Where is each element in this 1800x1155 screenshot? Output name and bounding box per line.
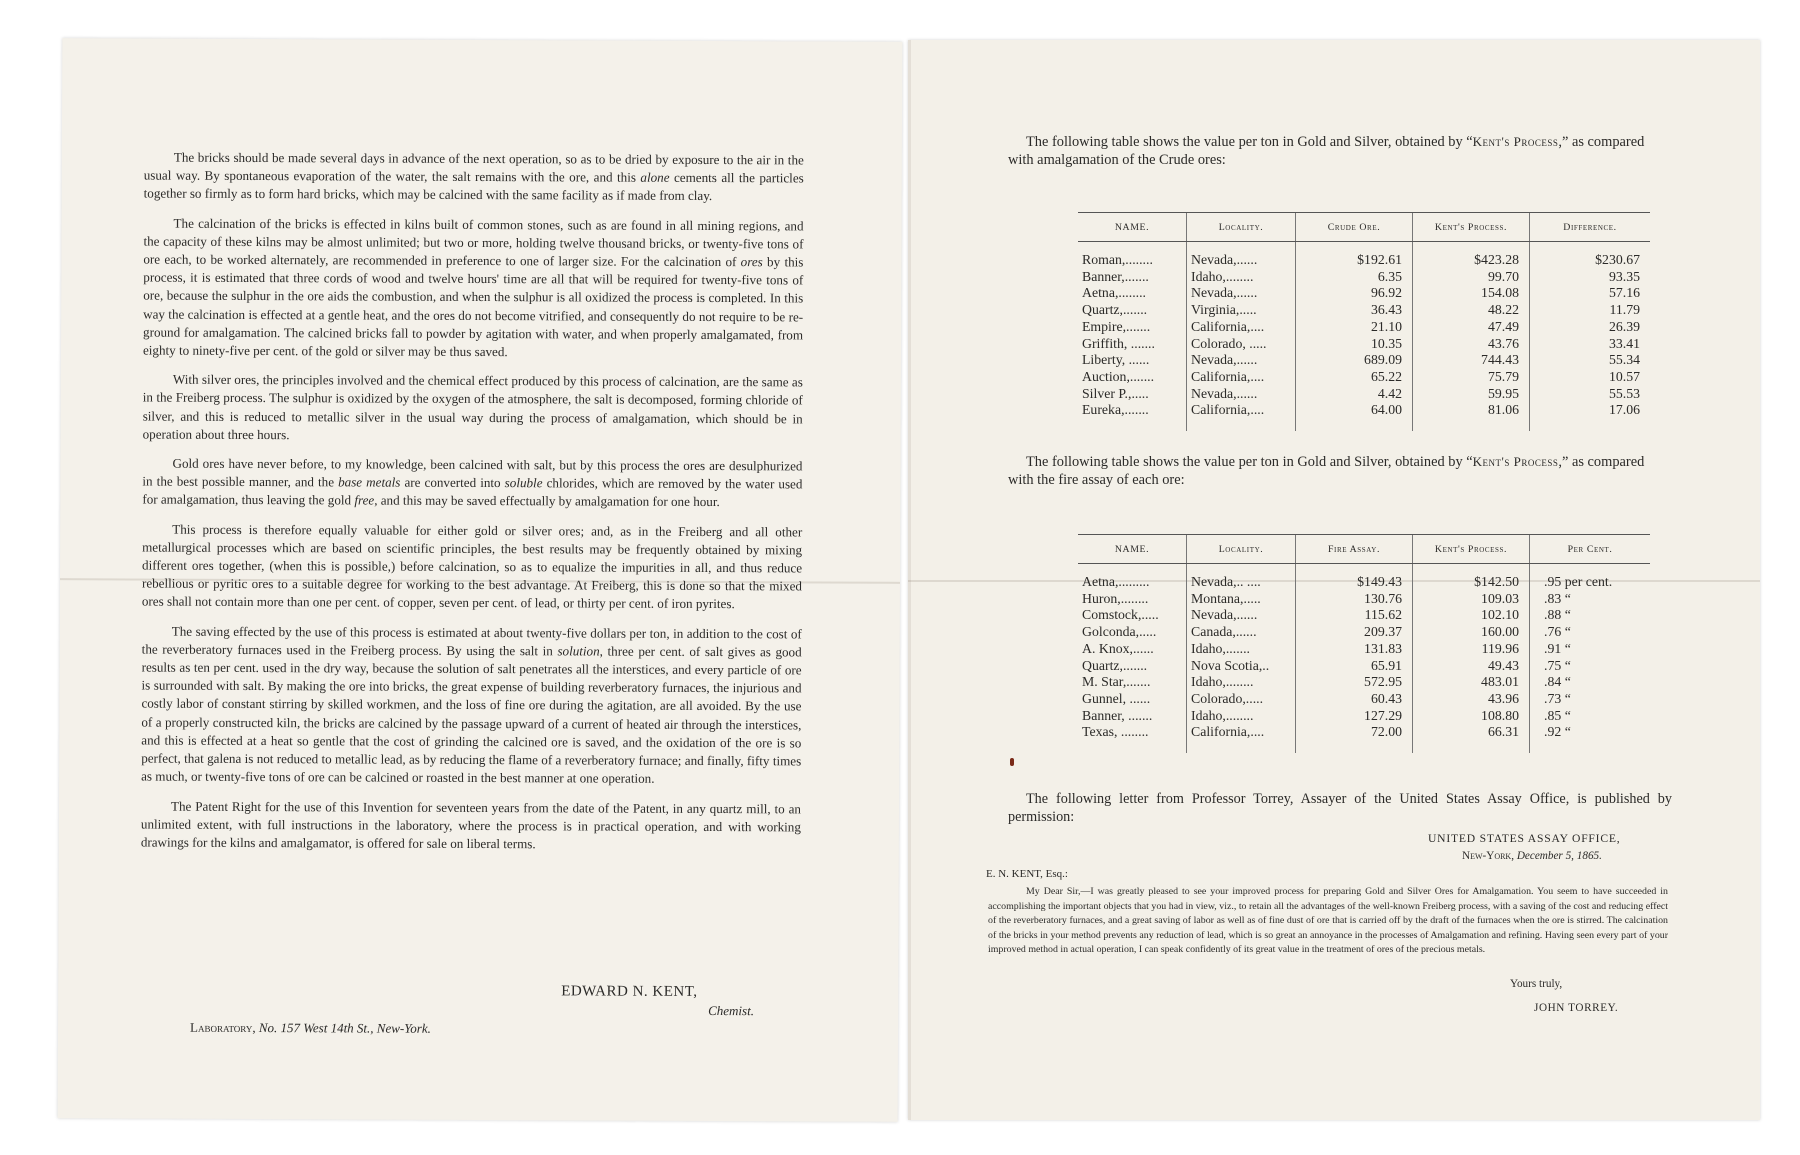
table-row (1078, 285, 1650, 302)
table-cell: 43.76 (1413, 336, 1530, 353)
table-cell: 160.00 (1413, 624, 1530, 641)
table-cell: 4.42 (1296, 386, 1413, 403)
table-cell: Quartz,....... (1082, 657, 1148, 673)
table1-intro (1008, 133, 1668, 169)
italic-term: free (354, 492, 375, 508)
table-cell: 572.95 (1296, 674, 1413, 691)
table-cell: 127.29 (1296, 708, 1413, 725)
table-cell: 10.35 (1296, 336, 1413, 353)
table-row (1078, 574, 1650, 591)
italic-term: solution (557, 643, 600, 659)
table-row (1078, 352, 1650, 369)
table-cell: 102.10 (1413, 607, 1530, 624)
table-cell: $192.61 (1296, 252, 1413, 269)
table-row (1078, 674, 1650, 691)
table-cell: .83 “ (1530, 591, 1651, 608)
italic-term: soluble (504, 475, 543, 491)
table-cell: 119.96 (1413, 641, 1530, 658)
table2-intro-sc: Kent's Process (1472, 454, 1559, 469)
table-cell: .88 “ (1530, 607, 1651, 624)
table-cell: 65.91 (1296, 658, 1413, 675)
table-row (1078, 624, 1650, 641)
table-row (1078, 336, 1650, 353)
table-cell: A. Knox,...... (1082, 640, 1154, 656)
spine-fold (908, 40, 911, 1120)
letter-body: My Dear Sir,—I was greatly pleased to see your improved process for preparing Gold and Silver Ores for Amalgamation. You seem to have succeeded in accomplishing the important objects that you had in view, viz., to retain all the advantages of the well-known Freiberg process, with a saving of the cost and reducing effect of the reverberatory furnaces, and a great saving of labor as well as of fine dust of ore that is carried off by the draft of the furnaces when the ore is stirred. The calcination of the bricks in your method prevents any reduction of lead, which is so great an annoyance in the processes of Amalgamation and refining. Having seen every part of your improved method in actual operation, I can speak confidently of its great value in the treatment of ores of the precious metals. (988, 886, 1668, 956)
table-cell: California,.... (1187, 369, 1296, 386)
table-cell: Nevada,...... (1187, 386, 1296, 403)
table-cell: .73 “ (1530, 691, 1651, 708)
table-cell: 59.95 (1413, 386, 1530, 403)
column-header: Difference. (1530, 213, 1651, 242)
table-cell: 115.62 (1296, 607, 1413, 624)
table-cell: 10.57 (1530, 369, 1651, 386)
letter-intro: The following letter from Professor Torrey, Assayer of the United States Assay Office, is published by permission: (1008, 791, 1672, 825)
table-cell: 109.03 (1413, 591, 1530, 608)
table-cell: 99.70 (1413, 269, 1530, 286)
italic-term: ores (740, 254, 763, 270)
table-cell: 689.09 (1296, 352, 1413, 369)
table-cell: $142.50 (1413, 574, 1530, 591)
table-cell: Quartz,....... (1082, 302, 1148, 318)
table-cell: Texas, ........ (1082, 724, 1149, 740)
table-cell: .91 “ (1530, 641, 1651, 658)
paragraph-1: The bricks should be made several days in advance of the next operation, so as to be dried by exposure to the air in the usual way. By spontaneous evaporation of the water, the salt remains with the ore, and this alone cements all the particles together so firmly as to form hard bricks, which may be calcined with the same facility as if made from clay. (143, 149, 804, 204)
column-header: Per Cent. (1530, 535, 1651, 564)
table-cell: California,.... (1187, 319, 1296, 336)
table-cell: 55.34 (1530, 352, 1651, 369)
paragraph-3: With silver ores, the principles involved and the chemical effect produced by this process of calcination, are the same as in the Freiberg process. The sulphur is oxidized by the oxygen of the atmosphere, the salt is decomposed, forming chloride of silver, and this is reduced to metallic silver in the usual way during the process of amalgamation, which should be in operation about three hours. (142, 371, 803, 443)
table-cell: 81.06 (1413, 402, 1530, 419)
table-cell: Idaho,........ (1187, 269, 1296, 286)
table-cell: 93.35 (1530, 269, 1651, 286)
letter-closing: Yours truly, (1510, 978, 1563, 990)
table-cell: 57.16 (1530, 285, 1651, 302)
column-header: NAME. (1078, 213, 1187, 242)
italic-term: alone (640, 169, 670, 186)
table-cell: Empire,....... (1082, 318, 1151, 334)
table-row (1078, 691, 1650, 708)
table-cell: Auction,....... (1082, 368, 1155, 384)
table-cell: 66.31 (1413, 724, 1530, 741)
table-cell: Virginia,..... (1187, 302, 1296, 319)
table-cell: 483.01 (1413, 674, 1530, 691)
table-cell: 6.35 (1296, 269, 1413, 286)
ink-spot (1010, 758, 1014, 766)
table-cell: 55.53 (1530, 386, 1651, 403)
laboratory-address (190, 1020, 431, 1037)
table-cell: 36.43 (1296, 302, 1413, 319)
column-header: Locality. (1187, 213, 1296, 242)
table-cell: $230.67 (1530, 252, 1651, 269)
table-cell: Canada,...... (1187, 624, 1296, 641)
table-cell: 744.43 (1413, 352, 1530, 369)
table-cell: Nevada,...... (1187, 252, 1296, 269)
fire-assay-table (1078, 534, 1650, 753)
table-row (1078, 724, 1650, 741)
right-page (908, 40, 1760, 1120)
letter-dateline (1462, 850, 1602, 862)
table2-intro-pre: The following table shows the value per ton in Gold and Silver, obtained by “ (1026, 454, 1473, 470)
table-cell: Nova Scotia,.. (1187, 658, 1296, 675)
table-cell: Banner,....... (1082, 268, 1149, 284)
column-header: Crude Ore. (1296, 213, 1413, 242)
table-cell: Griffith, ....... (1082, 335, 1155, 351)
table-cell: .76 “ (1530, 624, 1651, 641)
table-cell: Liberty, ...... (1082, 352, 1150, 368)
column-header: NAME. (1078, 535, 1187, 564)
table-cell: Aetna,........ (1082, 285, 1146, 301)
signature-title: Chemist. (708, 1002, 755, 1019)
table-row (1078, 708, 1650, 725)
italic-term: base metals (338, 474, 401, 490)
table-cell: .84 “ (1530, 674, 1651, 691)
table-cell: 49.43 (1413, 658, 1530, 675)
paragraph-6: The saving effected by the use of this process is estimated at about twenty-five dollars per ton, in addition to the cost of the reverberatory furnaces used in the Freiberg process. By using the salt in solution, three per cent. of salt gives as good results as ten per cent. used in the dry way, because the solution of salt penetrates all the interstices, and every particle of ore is surrounded with salt. By making the ore into bricks, the great expense of building reverberatory furnaces, the injurious and costly labor of constant stirring by skilled workmen, and the loss of fine ore during the agitation, are all avoided. By the use of a properly constructed kiln, the bricks are calcined by the passage upward of a current of heated air through the interstices, and this is effected at a heat so gentle that the cost of grinding the calcined ore is saved, and the oxidation of the ore is so perfect, that galena is not reduced to metallic lead, as by reducing the flame of a reverberatory furnace; and finally, fifty times as much, or twenty-five tons of ore can be calcined or roasted in the best manner at one operation. (141, 623, 802, 787)
letter-date: December 5, 1865. (1516, 850, 1602, 862)
table-cell: Banner, ....... (1082, 707, 1153, 723)
lab-label: Laboratory, (190, 1019, 256, 1036)
table-row (1078, 252, 1650, 269)
table-cell: Montana,..... (1187, 591, 1296, 608)
table-cell: Eureka,....... (1082, 402, 1149, 418)
table-row (1078, 269, 1650, 286)
table-cell: Colorado,..... (1187, 691, 1296, 708)
table-cell: .95 per cent. (1530, 574, 1651, 591)
table-cell: 60.43 (1296, 691, 1413, 708)
table-cell: Roman,........ (1082, 252, 1153, 267)
table-cell: 131.83 (1296, 641, 1413, 658)
table-row (1078, 591, 1650, 608)
table-cell: 26.39 (1530, 319, 1651, 336)
left-page-text (141, 149, 804, 866)
column-header: Locality. (1187, 535, 1296, 564)
crude-ore-table (1078, 212, 1650, 431)
table-cell: Nevada,.. .... (1187, 574, 1296, 591)
signature-name: EDWARD N. KENT, (561, 983, 698, 1000)
table-cell: 130.76 (1296, 591, 1413, 608)
table2-intro-post: ,” as compared with the fire assay of each ore: (1008, 454, 1645, 488)
table-row (1078, 386, 1650, 403)
table-cell: Gunnel, ...... (1082, 690, 1151, 706)
table-row (1078, 641, 1650, 658)
table-cell: .75 “ (1530, 658, 1651, 675)
lab-address: No. 157 West 14th St., New-York. (258, 1020, 431, 1036)
table-cell: Silver P.,..... (1082, 385, 1149, 401)
table-cell: 64.00 (1296, 402, 1413, 419)
table-cell: 11.79 (1530, 302, 1651, 319)
table-cell: California,.... (1187, 402, 1296, 419)
column-header: Kent's Process. (1413, 213, 1530, 242)
paragraph-5: This process is therefore equally valuable for either gold or silver ores; and, as in the Freiberg and all other metallurgical processes which are based on scientific principles, the best results may be frequently obtained by mixing different ores together, (when this is possible,) before calcination, so as to equalize the impurities in all, and thus reduce rebellious or pyritic ores to a suitable degree for working to the best advantage. At Freiberg, this is done so that the mixed ores shall not contain more than one per cent. of copper, seven per cent. of lead, or thirty per cent. of iron pyrites. (141, 521, 803, 612)
table-cell: M. Star,....... (1082, 674, 1151, 690)
table-cell: 33.41 (1530, 336, 1651, 353)
table-cell: Comstock,..... (1082, 607, 1159, 623)
table-row (1078, 369, 1650, 386)
table-row (1078, 658, 1650, 675)
table-cell: Idaho,....... (1187, 641, 1296, 658)
table-cell: 209.37 (1296, 624, 1413, 641)
column-header: Kent's Process. (1413, 535, 1530, 564)
table-cell: .85 “ (1530, 708, 1651, 725)
table-cell: $423.28 (1413, 252, 1530, 269)
table1-intro-sc: Kent's Process (1472, 134, 1559, 149)
table-cell: 72.00 (1296, 724, 1413, 741)
table-cell: 75.79 (1413, 369, 1530, 386)
table-cell: Nevada,...... (1187, 285, 1296, 302)
table-cell: 21.10 (1296, 319, 1413, 336)
table-row (1078, 319, 1650, 336)
letter-salutation: E. N. KENT, Esq.: (986, 868, 1068, 880)
table-row (1078, 402, 1650, 419)
table-cell: Golconda,..... (1082, 624, 1157, 640)
left-page (58, 38, 903, 1122)
table-cell: Colorado, ..... (1187, 336, 1296, 353)
table-cell: 17.06 (1530, 402, 1651, 419)
paragraph-2: The calcination of the bricks is effected in kilns built of common stones, such as are found in all mining regions, and the capacity of these kilns may be almost unlimited; but two or more, holding twelve thousand bricks, or twenty-five tons of ore each, to be worked alternately, are recommended in preference to one of larger size. For the calcination of ores by this process, it is estimated that three cords of wood and twelve hours' time are all that will be required for twenty-five tons of ore, because the sulphur in the ore aids the combustion, and when the sulphur is all oxidized the process is completed. In this way the calcination is effected at a gentle heat, and the ores do not become vitrified, and consequently do not require to be re-ground for amalgamation. The calcined bricks fall to powder by agitation with water, and when properly amalgamated, from eighty to ninety-five per cent. of the gold or silver may be thus saved. (142, 215, 804, 360)
table-cell: 47.49 (1413, 319, 1530, 336)
table-cell: Huron,........ (1082, 590, 1149, 606)
column-header: Fire Assay. (1296, 535, 1413, 564)
table-cell: 48.22 (1413, 302, 1530, 319)
table-cell: 154.08 (1413, 285, 1530, 302)
table-cell: Idaho,........ (1187, 674, 1296, 691)
table1-intro-pre: The following table shows the value per ton in Gold and Silver, obtained by “ (1026, 134, 1473, 150)
table-cell: 108.80 (1413, 708, 1530, 725)
table-cell: Nevada,...... (1187, 352, 1296, 369)
table-cell: Aetna,......... (1082, 574, 1150, 589)
table-cell: Idaho,........ (1187, 708, 1296, 725)
table-cell: Nevada,...... (1187, 607, 1296, 624)
table-row (1078, 302, 1650, 319)
letter-city: New-York, (1462, 850, 1515, 862)
table-cell: 96.92 (1296, 285, 1413, 302)
table-cell: California,.... (1187, 724, 1296, 741)
table-cell: 43.96 (1413, 691, 1530, 708)
table1-intro-post: ,” as compared with amalgamation of the Crude ores: (1008, 134, 1645, 168)
paragraph-7: The Patent Right for the use of this Invention for seventeen years from the date of the Patent, in any quartz mill, to an unlimited extent, with full instructions in the laboratory, where the process is in practical operation, and with working drawings for the kilns and amalgamator, is offered for sale on liberal terms. (140, 798, 802, 852)
table-row (1078, 607, 1650, 624)
assay-office-heading: UNITED STATES ASSAY OFFICE, (1428, 832, 1621, 845)
table-cell: $149.43 (1296, 574, 1413, 591)
table2-intro (1008, 453, 1668, 489)
letter-signature: JOHN TORREY. (1534, 1002, 1619, 1014)
paragraph-4: Gold ores have never before, to my knowledge, been calcined with salt, but by this process the ores are desulphurized in the best possible manner, and the base metals are converted into soluble chlorides, which are removed by the water used for amalgamation, thus leaving the gold free, and this may be saved effectually by amalgamation for one hour. (142, 455, 803, 510)
table-cell: .92 “ (1530, 724, 1651, 741)
table-cell: 65.22 (1296, 369, 1413, 386)
